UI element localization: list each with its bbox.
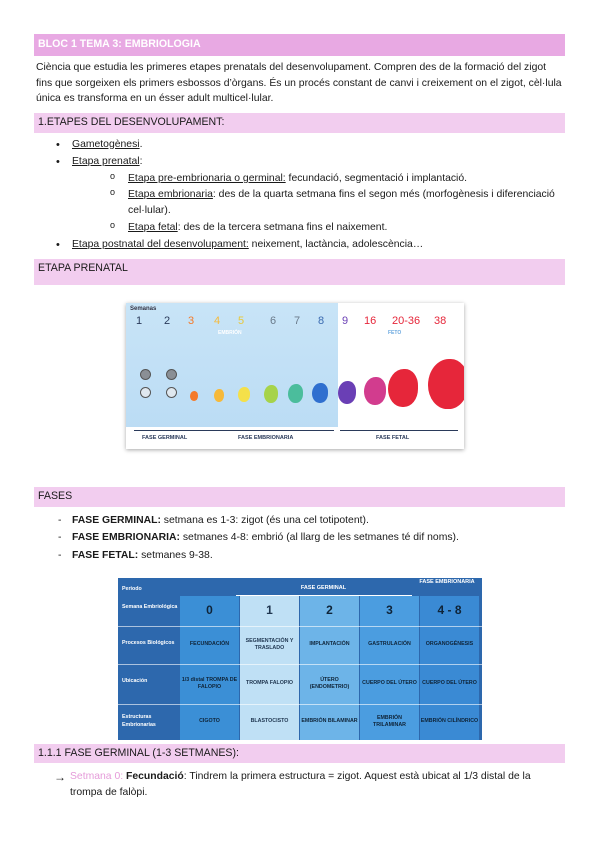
zygote-icon <box>166 387 177 398</box>
fase-germinal-header: FASE GERMINAL <box>300 584 347 591</box>
section-heading-fases: FASES <box>34 487 565 507</box>
row-divider <box>118 704 482 705</box>
week-label: 1 <box>136 314 143 327</box>
prenatal-sublist <box>72 171 565 235</box>
table-cell: 4 - 8 <box>437 603 462 618</box>
embryo-icon <box>312 383 328 403</box>
zygote-icon <box>140 387 151 398</box>
list-item: - FASE GERMINAL: setmana es 1-3: zigot (és una cel totipotent). <box>34 513 565 529</box>
embryo-icon <box>428 359 464 409</box>
list-item: o Etapa pre-embrionaria o germinal: fecundació, segmentació i implantació. <box>90 171 565 187</box>
row-divider <box>118 626 482 627</box>
embryo-development-figure <box>126 303 464 449</box>
fases-list <box>34 513 565 564</box>
week-label: 5 <box>238 314 245 327</box>
list-item: - FASE EMBRIONARIA: setmanes 4-8: embrió (al llarg de les setmanes té dif noms). <box>34 530 565 546</box>
embryo-icon <box>288 384 303 403</box>
embryo-icon <box>264 385 278 403</box>
arrow-icon: → <box>54 770 66 785</box>
week-label: 16 <box>364 314 377 327</box>
section-heading-prenatal: ETAPA PRENATAL <box>34 259 565 285</box>
weeks-label: Semanas <box>130 305 157 312</box>
row-label-procesos: Procesos Biológicos <box>122 639 175 646</box>
table-cell: CIGOTO <box>199 718 220 725</box>
table-cell: 0 <box>206 603 213 618</box>
phase-label-fetal: FASE FETAL <box>376 434 410 441</box>
germinal-phase-table <box>118 578 482 740</box>
embryo-icon <box>214 389 224 402</box>
phase-label-germinal: FASE GERMINAL <box>142 434 188 441</box>
week-label: 9 <box>342 314 349 327</box>
list-item: • Gametogènesi. <box>34 137 565 153</box>
table-cell: 2 <box>326 603 333 618</box>
section-heading-fase-germinal: 1.1.1 FASE GERMINAL (1-3 SETMANES): <box>34 744 565 764</box>
document-title: BLOC 1 TEMA 3: EMBRIOLOGIA <box>34 34 565 56</box>
table-cell: EMBRIÓN BILAMINAR <box>301 718 358 725</box>
week-label: 38 <box>434 314 447 327</box>
section-heading-etapes: 1.ETAPES DEL DESENVOLUPAMENT: <box>34 113 565 133</box>
table-cell: ORGANOGÉNESIS <box>425 641 474 648</box>
table-cell: 1 <box>266 603 273 618</box>
phase-line-right <box>340 430 458 431</box>
embryo-icon <box>364 377 386 405</box>
periodo-label: Periodo <box>122 585 142 592</box>
table-cell: 3 <box>386 603 393 618</box>
table-cell: BLASTOCISTO <box>250 718 289 725</box>
row-label-semana: Semana Embriológica <box>122 603 178 610</box>
table-cell: IMPLANTACIÓN <box>309 641 350 648</box>
week-label: 4 <box>214 314 221 327</box>
zygote-icon <box>140 369 151 380</box>
etapes-list <box>34 137 565 253</box>
table-cell: EMBRIÓN TRILAMINAR <box>373 714 406 728</box>
setmana-0-paragraph: → Setmana 0: Fecundació: Tindrem la primera estructura = zigot. Aquest està ubicat al 1/3 distal de la trompa de falòpi. <box>54 770 531 799</box>
embryo-icon <box>238 387 250 402</box>
embryo-icon <box>190 391 198 401</box>
list-item: • Etapa postnatal del desenvolupament: neixement, lactància, adolescència… <box>34 237 565 253</box>
table-cell: TROMPA FALOPIO <box>245 680 294 687</box>
fase-embrionaria-header: FASE EMBRIONARIA <box>419 578 475 585</box>
phase-label-embrionaria: FASE EMBRIONARIA <box>238 434 294 441</box>
table-cell: CUERPO DEL ÚTERO <box>362 680 417 687</box>
row-label-ubicacion: Ubicación <box>122 677 148 684</box>
week-label: 6 <box>270 314 277 327</box>
embrion-tag: EMBRIÓN <box>218 329 242 336</box>
zygote-icon <box>166 369 177 380</box>
phase-line-left <box>134 430 334 431</box>
row-label-estructuras: Estructuras Embrionarias <box>122 713 156 728</box>
table-cell: SEGMENTACIÓN Y TRASLADO <box>245 637 294 651</box>
week-label: 20-36 <box>392 314 421 327</box>
embryo-icon <box>388 369 418 407</box>
table-cell: GASTRULACIÓN <box>368 641 411 648</box>
table-cell: EMBRIÓN CILÍNDRICO <box>420 718 479 725</box>
table-cell: 1/3 distal TROMPA DE FALOPIO <box>181 676 238 690</box>
list-item: • Etapa prenatal: o Etapa pre-embrionaria o germinal: fecundació, segmentació i implantació. o Etapa embrionaria: des de la quarta setmana fins el segon més (morfogènesis i diferenciació cel·lular). o Etapa fetal: des de la tercera setmana fins el naixement. <box>34 154 565 235</box>
list-item: o Etapa embrionaria: des de la quarta setmana fins el segon més (morfogènesis i diferenciació cel·lular). <box>90 187 565 218</box>
feto-tag: FETO <box>388 329 402 336</box>
list-item: - FASE FETAL: setmanes 9-38. <box>34 548 565 564</box>
row-divider <box>118 664 482 665</box>
table-cell: CUERPO DEL ÚTERO <box>422 680 477 687</box>
week-label: 8 <box>318 314 325 327</box>
intro-paragraph: Ciència que estudia les primeres etapes prenatals del desenvolupament. Compren des de la formació del zigot fins que sorgeixen els primers esbossos d’òrgans. És un procés constant de canvi i creixement on el zigot, cèl·lula única es transforma en un ésser adult multicel·lular. <box>36 61 562 105</box>
table-cell: ÚTERO (ENDOMETRIO) <box>309 676 350 690</box>
week-label: 3 <box>188 314 195 327</box>
week-label: 2 <box>164 314 171 327</box>
embryo-icon <box>338 381 356 404</box>
week-label: 7 <box>294 314 301 327</box>
table-cell: FECUNDACIÓN <box>189 641 230 648</box>
list-item: o Etapa fetal: des de la tercera setmana fins el naixement. <box>90 220 565 236</box>
